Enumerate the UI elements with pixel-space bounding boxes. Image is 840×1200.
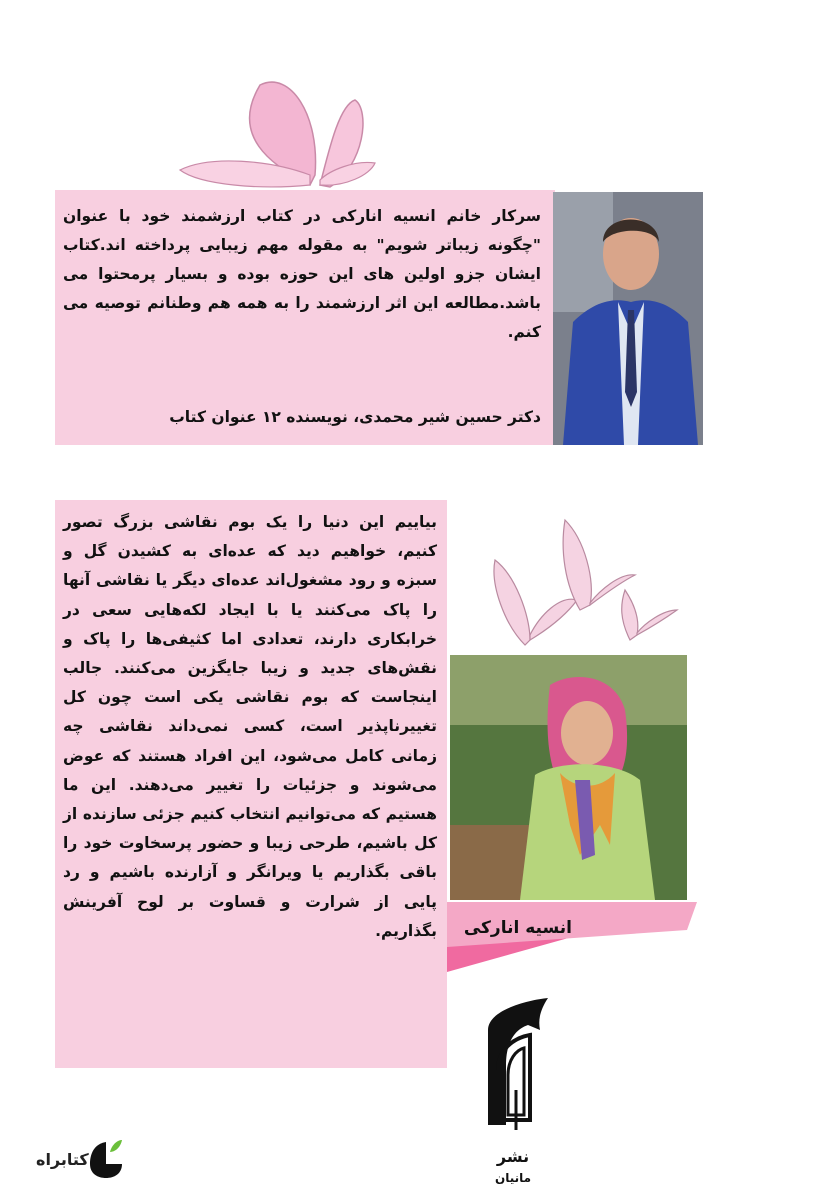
author-photo (553, 192, 703, 445)
quote-text: سرکار خانم انسیه انارکی در کتاب ارزشمند خود با عنوان "چگونه زیباتر شویم" به مقوله مهم زیبایی پرداخته اند.کتاب ایشان جزو اولین های این حوزه بوده و بسیار پرمحتوا می باشد.مطالعه این اثر ارزشمند را به همه هم وطنانم توصیه می کنم. (63, 207, 541, 341)
publisher-name-line2: مانیان (494, 1171, 532, 1185)
butterfly-cluster-icon (485, 515, 685, 655)
quote-box (55, 190, 555, 445)
ketabrah-logo (36, 1138, 126, 1182)
ketabrah-icon (88, 1138, 124, 1180)
quote-author: دکتر حسین شیر محمدی، نویسنده ۱۲ عنوان کتاب (169, 408, 541, 426)
writer-photo (450, 655, 687, 900)
publisher-logo (468, 990, 558, 1190)
publisher-name-line1: نشر (496, 1147, 530, 1166)
butterfly-top-icon (170, 75, 380, 195)
writer-name: انسیه انارکی (463, 918, 572, 938)
ketabrah-text: کتابراه (36, 1150, 89, 1169)
essay-text: بیاییم این دنیا را یک بوم نقاشی بزرگ تصور کنیم، خواهیم دید که عده‌ای به کشیدن گل و سبزه و رود مشغول‌اند عده‌ای دیگر یا نقاشی آنها را پاک می‌کنند یا با ایجاد لکه‌هایی سعی در خرابکاری دارند، تعدادی اما کثیفی‌ها را پاک و نقش‌های جدید و زیبا جایگزین می‌کنند. جالب اینجاست که بوم نقاشی یکی است چون کل تغییرناپذیر است، کسی نمی‌داند نقاشی چه زمانی کامل می‌شود، این افراد هستند که عوض می‌شوند و جزئیات را تغییر می‌دهند. این ما هستیم که می‌توانیم انتخاب کنیم جزئی سازنده از کل باشیم، طرحی زیبا و حضور پرسخاوت خود را باقی بگذاریم یا ویرانگر و آزارنده باشیم و رد پایی از شرارت و قساوت بر لوح آفرینش بگذاریم. (63, 513, 437, 940)
writer-name-tag (447, 902, 697, 972)
essay-box (55, 500, 447, 1068)
